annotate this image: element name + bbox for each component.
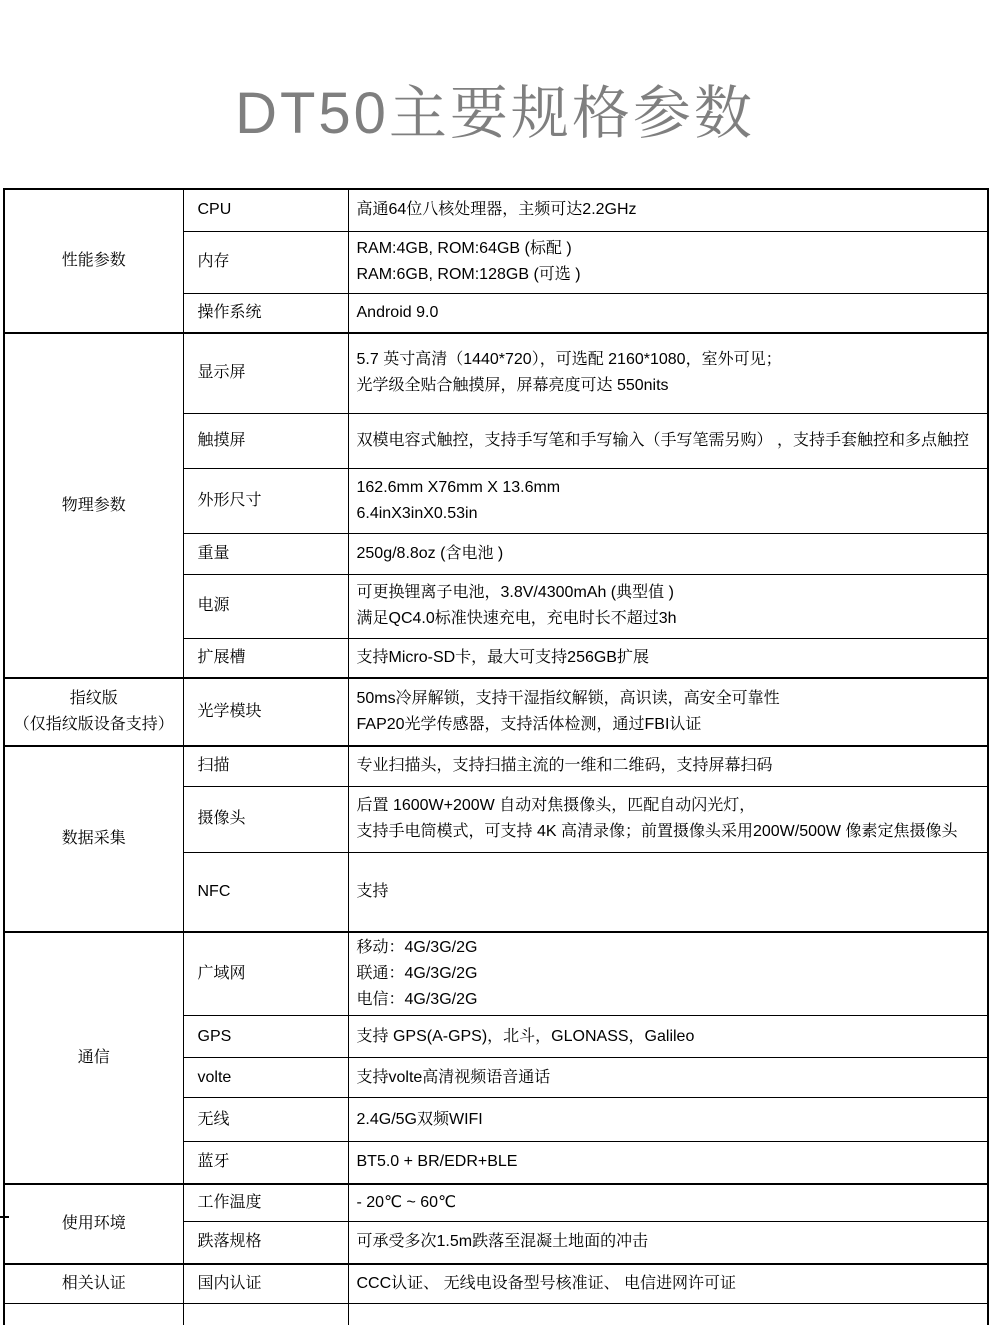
- category-cell: [4, 1264, 183, 1304]
- spec-value-cell: [348, 1264, 988, 1304]
- cutoff-cell: [348, 1304, 988, 1325]
- category-line: 物理参数: [61, 496, 126, 514]
- spec-value-line: 5.7 英寸高清（1440*720），可选配 2160*1080，室外可见；: [356, 351, 782, 369]
- cutoff-cell: [4, 1304, 183, 1325]
- table-row: [4, 932, 988, 1016]
- spec-value-cell: [348, 189, 988, 231]
- spec-label-cell: 扫描: [183, 746, 348, 786]
- table-row: [4, 189, 988, 231]
- spec-value-line: BT5.0 + BR/EDR+BLE: [356, 1153, 518, 1171]
- spec-value-line: 可更换锂离子电池，3.8V/4300mAh (典型值 ): [356, 584, 674, 601]
- category-line: 相关认证: [61, 1274, 126, 1292]
- spec-value-line: 可承受多次1.5m跌落至混凝土地面的冲击: [356, 1233, 649, 1251]
- table-row: [4, 678, 988, 746]
- spec-label-cell: NFC: [183, 852, 348, 932]
- spec-label-cell: CPU: [183, 189, 348, 231]
- spec-value-line: 支持: [356, 882, 389, 900]
- category-cell: [4, 678, 183, 746]
- spec-label-cell: 扩展槽: [183, 638, 348, 678]
- spec-label-cell: 广域网: [183, 932, 348, 1016]
- table-row: [4, 333, 988, 413]
- spec-label-cell: 触摸屏: [183, 413, 348, 468]
- spec-value-line: 移动：4G/3G/2G: [356, 939, 478, 956]
- spec-value-cell: [348, 1098, 988, 1142]
- spec-value-cell: [348, 932, 988, 1016]
- spec-label-cell: 重量: [183, 533, 348, 574]
- spec-label-cell: 跌落规格: [183, 1222, 348, 1264]
- spec-value-cell: [348, 638, 988, 678]
- spec-value-line: 支持 GPS(A-GPS)，北斗，GLONASS，Galileo: [356, 1027, 695, 1045]
- spec-label-cell: 国内认证: [183, 1264, 348, 1304]
- spec-label-cell: 摄像头: [183, 786, 348, 852]
- table-row: [4, 1264, 988, 1304]
- spec-value-cell: [348, 231, 988, 293]
- spec-value-line: 专业扫描头，支持扫描主流的一维和二维码，支持屏幕扫码: [356, 757, 773, 775]
- page-title: DT50主要规格参数: [235, 81, 755, 146]
- spec-label-cell: 无线: [183, 1098, 348, 1142]
- spec-label-cell: 显示屏: [183, 333, 348, 413]
- spec-value-cell: [348, 293, 988, 333]
- category-cell: [4, 1184, 183, 1264]
- category-line: 指纹版: [69, 690, 118, 707]
- category-cell: [4, 189, 183, 333]
- spec-label-cell: volte: [183, 1058, 348, 1098]
- spec-value-line: 双模电容式触控，支持手写笔和手写输入（手写笔需另购） ，支持手套触控和多点触控: [356, 431, 969, 449]
- cutoff-cell: [183, 1304, 348, 1325]
- spec-value-cell: [348, 1058, 988, 1098]
- category-line: 数据采集: [61, 830, 126, 847]
- spec-value-cell: [348, 468, 988, 533]
- spec-label-cell: 光学模块: [183, 678, 348, 746]
- table-row: [4, 1184, 988, 1222]
- spec-value-line: FAP20光学传感器，支持活体检测，通过FBI认证: [356, 716, 702, 733]
- spec-value-line: 162.6mm X76mm X 13.6mm: [356, 478, 561, 496]
- spec-value-line: 光学级全贴合触摸屏，屏幕亮度可达 550nits: [356, 377, 669, 395]
- spec-value-line: 6.4inX3inX0.53in: [356, 504, 478, 522]
- stray-tick-mark: [0, 1216, 9, 1218]
- spec-value-cell: [348, 746, 988, 786]
- spec-value-line: CCC认证、 无线电设备型号核准证、 电信进网许可证: [356, 1274, 737, 1292]
- spec-value-cell: [348, 333, 988, 413]
- spec-value-line: 满足QC4.0标准快速充电，充电时长不超过3h: [356, 610, 677, 627]
- category-cell: [4, 932, 183, 1184]
- spec-value-line: 支持volte高清视频语音通话: [356, 1068, 551, 1086]
- spec-label-cell: 操作系统: [183, 293, 348, 333]
- spec-value-line: 联通：4G/3G/2G: [356, 965, 478, 982]
- spec-value-cell: [348, 413, 988, 468]
- spec-value-cell: [348, 1016, 988, 1058]
- spec-value-cell: [348, 1142, 988, 1184]
- spec-value-line: 250g/8.8oz (含电池 ): [356, 544, 504, 562]
- spec-label-cell: GPS: [183, 1016, 348, 1058]
- spec-value-line: 支持手电筒模式，可支持 4K 高清录像；前置摄像头采用200W/500W 像素定焦摄像头: [356, 823, 958, 840]
- spec-table: [3, 188, 989, 1325]
- category-line: 通信: [77, 1048, 110, 1066]
- spec-label-cell: 外形尺寸: [183, 468, 348, 533]
- spec-value-cell: [348, 1222, 988, 1264]
- spec-label-cell: 内存: [183, 231, 348, 293]
- category-cell: [4, 746, 183, 932]
- spec-value-cell: [348, 574, 988, 638]
- spec-value-cell: [348, 852, 988, 932]
- spec-value-cell: [348, 533, 988, 574]
- table-row: [4, 746, 988, 786]
- spec-value-line: - 20℃ ~ 60℃: [356, 1193, 457, 1211]
- spec-value-cell: [348, 1184, 988, 1222]
- spec-table-body: [4, 189, 988, 1325]
- category-cell: [4, 333, 183, 678]
- spec-value-cell: [348, 678, 988, 746]
- spec-label-cell: 工作温度: [183, 1184, 348, 1222]
- spec-value-line: 50ms冷屏解锁，支持干湿指纹解锁，高识读，高安全可靠性: [356, 690, 780, 707]
- category-line: 性能参数: [61, 252, 126, 269]
- spec-label-cell: 电源: [183, 574, 348, 638]
- spec-value-line: 2.4G/5G双频WIFI: [356, 1110, 483, 1128]
- spec-label-cell: 蓝牙: [183, 1142, 348, 1184]
- spec-value-line: RAM:4GB, ROM:64GB (标配 ): [356, 240, 572, 257]
- category-line: 使用环境: [61, 1214, 126, 1232]
- spec-value-line: 支持Micro-SD卡，最大可支持256GB扩展: [356, 648, 649, 666]
- spec-value-line: RAM:6GB, ROM:128GB (可选 ): [356, 266, 581, 283]
- cutoff-row: [4, 1304, 988, 1325]
- spec-value-line: 电信：4G/3G/2G: [356, 991, 478, 1008]
- spec-value-line: 后置 1600W+200W 自动对焦摄像头，匹配自动闪光灯，: [356, 797, 756, 814]
- category-line: （仅指纹版设备支持）: [13, 716, 174, 733]
- spec-value-cell: [348, 786, 988, 852]
- spec-value-line: Android 9.0: [356, 303, 439, 321]
- spec-value-line: 高通64位八核处理器，主频可达2.2GHz: [356, 201, 637, 219]
